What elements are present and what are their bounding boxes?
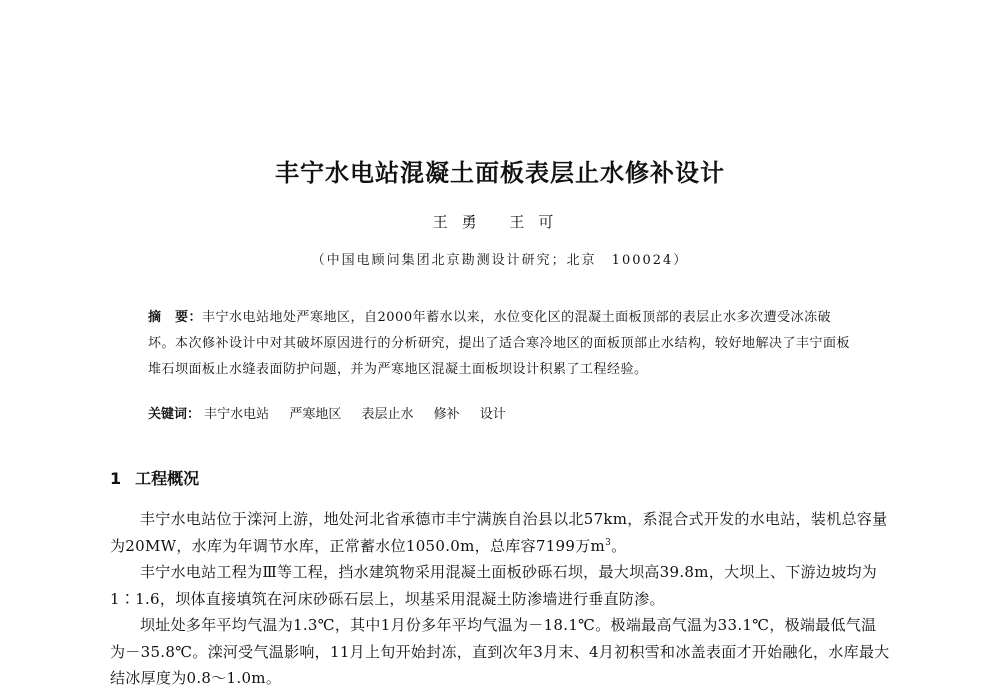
keyword: 设计 [479, 407, 506, 422]
paragraph-end: 。 [611, 536, 627, 555]
abstract-label: 摘 要： [148, 310, 203, 325]
section-heading [110, 466, 199, 489]
keyword: 严寒地区 [289, 407, 342, 422]
keyword: 修补 [433, 407, 460, 422]
paragraph [110, 506, 890, 559]
keywords-label: 关键词： [148, 407, 201, 422]
paragraph-text: 丰宁水电站位于滦河上游，地处河北省承德市丰宁满族自治县以北57km，系混合式开发的水电站，装机总容量为20MW，水库为年调节水库，正常蓄水位1050.0m，总库容7199万m [110, 510, 888, 555]
keyword: 表层止水 [361, 407, 414, 422]
abstract-text: 丰宁水电站地处严寒地区，自2000年蓄水以来，水位变化区的混凝土面板顶部的表层止水多次遭受冰冻破坏。本次修补设计中对其破坏原因进行的分析研究，提出了适合寒冷地区的面板顶部止水结构，较好地解决了丰宁面板堆石坝面板止水缝表面防护问题，并为严寒地区混凝土面板坝设计积累了工程经验。 [148, 310, 851, 377]
keywords-block [148, 402, 854, 428]
section-number: 1 [110, 469, 122, 488]
superscript: 3 [605, 537, 612, 548]
paper-affiliation: （中国电顾问集团北京勘测设计研究；北京 100024） [311, 253, 689, 268]
paper-authors: 王勇 王可 [432, 213, 568, 231]
paper-title: 丰宁水电站混凝土面板表层止水修补设计 [275, 159, 725, 187]
abstract-block [148, 305, 854, 383]
section-title: 工程概况 [135, 469, 200, 488]
paragraph: 丰宁水电站工程为Ⅲ等工程，挡水建筑物采用混凝土面板砂砾石坝，最大坝高39.8m，大坝上、下游边坡均为1∶1.6，坝体直接填筑在河床砂砾石层上，坝基采用混凝土防渗墙进行垂直防渗。 [110, 563, 878, 608]
section-body [110, 506, 890, 692]
keyword: 丰宁水电站 [204, 407, 270, 422]
paragraph: 坝址处多年平均气温为1.3℃，其中1月份多年平均气温为－18.1℃。极端最高气温为33.1℃，极端最低气温为－35.8℃。滦河受气温影响，11月上旬开始封冻，直到次年3月末、4月初积雪和冰盖表面才开始融化，水库最大结冰厚度为0.8～1.0m。 [110, 616, 890, 687]
